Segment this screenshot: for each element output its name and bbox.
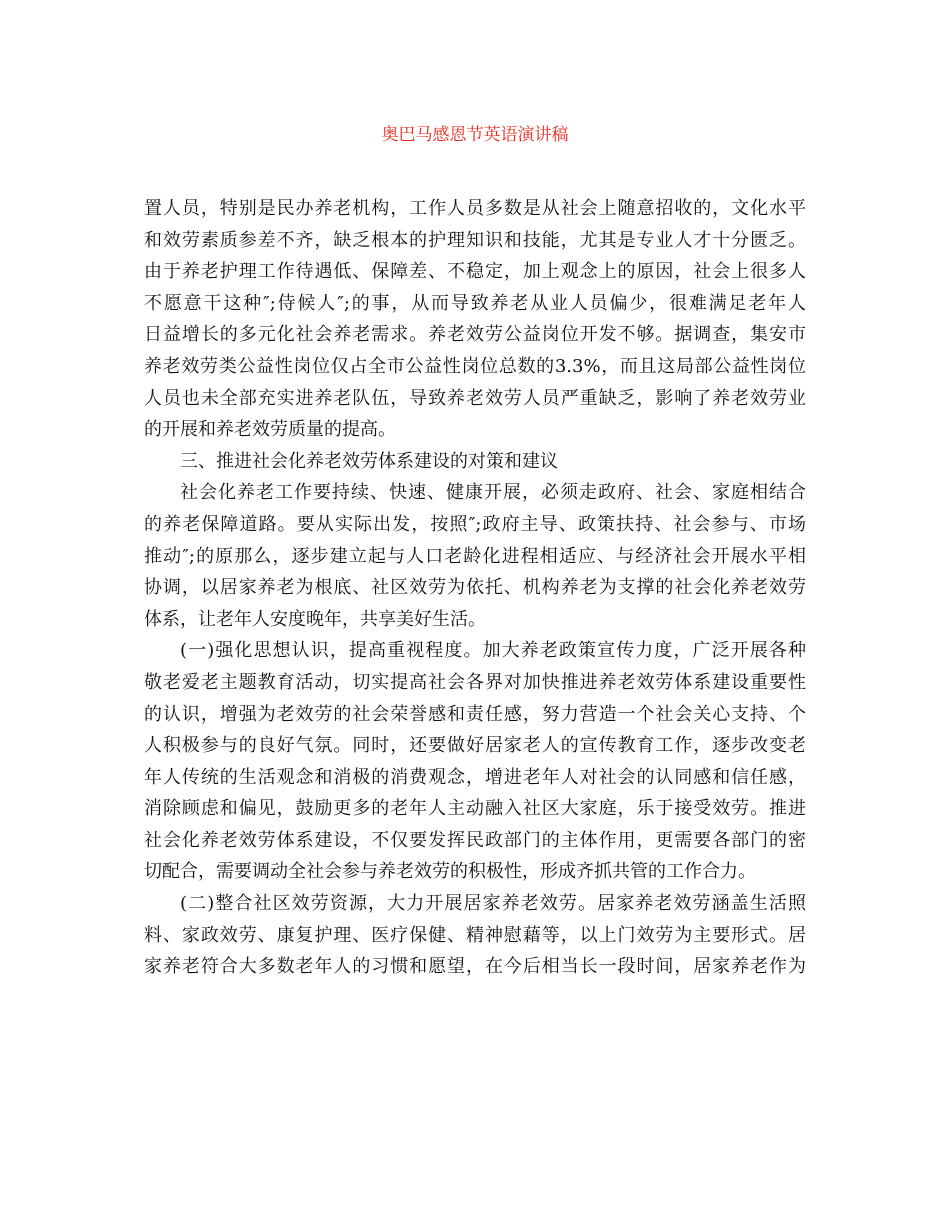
text-line: 家养老符合大多数老年人的习惯和愿望，在今后相当长一段时间，居家养老作为 (144, 956, 806, 978)
text-line: 体系，让老年人安度晚年，共享美好生活。 (144, 608, 486, 630)
text-line: 推动″;的原那么，逐步建立起与人口老龄化进程相适应、与经济社会开展水平相 (144, 545, 806, 567)
text-line: 消除顾虑和偏见，鼓励更多的老年人主动融入社区大家庭，乐于接受效劳。推进 (144, 798, 806, 820)
text-line: 社会化养老效劳体系建设，不仅要发挥民政部门的主体作用，更需要各部门的密 (144, 829, 806, 851)
text-line: 的养老保障道路。要从实际出发，按照″;政府主导、政策扶持、社会参与、市场 (144, 513, 806, 535)
text-line: 养老效劳类公益性岗位仅占全市公益性岗位总数的3.3%，而且这局部公益性岗位 (144, 355, 806, 377)
text-line: 由于养老护理工作待遇低、保障差、不稳定，加上观念上的原因，社会上很多人 (144, 261, 806, 283)
text-line: 人员也未全部充实进养老队伍，导致养老效劳人员严重缺乏，影响了养老效劳业 (144, 387, 806, 409)
text-line: 协调，以居家养老为根底、社区效劳为依托、机构养老为支撑的社会化养老效劳 (144, 577, 806, 599)
text-line: 料、家政效劳、康复护理、医疗保健、精神慰藉等，以上门效劳为主要形式。居 (144, 924, 806, 946)
text-line: 置人员，特别是民办养老机构，工作人员多数是从社会上随意招收的，文化水平 (144, 198, 806, 219)
text-line: 日益增长的多元化社会养老需求。养老效劳公益岗位开发不够。据调查，集安市 (144, 324, 806, 346)
text-line: (一)强化思想认识，提高重视程度。加大养老政策宣传力度，广泛开展各种 (180, 640, 806, 662)
section-heading: 三、推进社会化养老效劳体系建设的对策和建议 (180, 450, 558, 472)
text-line: 年人传统的生活观念和消极的消费观念，增进老年人对社会的认同感和信任感， (144, 766, 806, 788)
text-line: 切配合，需要调动全社会参与养老效劳的积极性，形成齐抓共管的工作合力。 (144, 861, 756, 883)
text-line: 敬老爱老主题教育活动，切实提高社会各界对加快推进养老效劳体系建设重要性 (144, 671, 806, 693)
text-line: 和效劳素质参差不齐，缺乏根本的护理知识和技能，尤其是专业人才十分匮乏。 (144, 229, 806, 251)
text-line: 社会化养老工作要持续、快速、健康开展，必须走政府、社会、家庭相结合 (180, 482, 806, 504)
document-title: 奥巴马感恩节英语演讲稿 (381, 125, 569, 145)
text-line: (二)整合社区效劳资源，大力开展居家养老效劳。居家养老效劳涵盖生活照 (180, 893, 806, 915)
text-line: 不愿意干这种″;侍候人″;的事，从而导致养老从业人员偏少，很难满足老年人 (144, 292, 806, 314)
text-line: 的开展和养老效劳质量的提高。 (144, 419, 396, 441)
text-line: 的认识，增强为老效劳的社会荣誉感和责任感，努力营造一个社会关心支持、个 (144, 703, 806, 725)
document-body (144, 193, 806, 983)
text-line: 人积极参与的良好气氛。同时，还要做好居家老人的宣传教育工作，逐步改变老 (144, 735, 806, 757)
